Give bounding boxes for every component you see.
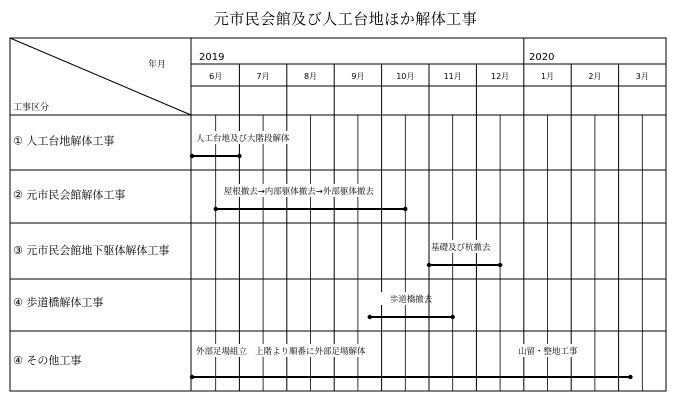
month-label: 1月 bbox=[540, 72, 555, 81]
task-bar-end bbox=[451, 315, 455, 319]
task-bar-start bbox=[190, 375, 194, 379]
month-label: 8月 bbox=[303, 72, 318, 81]
section-label: 工事区分 bbox=[13, 103, 50, 113]
task-bar-end bbox=[237, 154, 241, 158]
row-label: ① 人工台地解体工事 bbox=[13, 134, 115, 148]
month-label: 7月 bbox=[256, 72, 270, 81]
task-name: 屋根撤去→内部躯体撤去→外部躯体撤去 bbox=[223, 187, 374, 197]
month-label: 9月 bbox=[351, 72, 365, 81]
task-bar-end bbox=[403, 207, 407, 211]
row-label: ④ 歩道橋解体工事 bbox=[13, 296, 104, 309]
task-bar-end bbox=[498, 263, 502, 267]
task-bar-end bbox=[628, 375, 632, 379]
month-label: 6月 bbox=[209, 72, 223, 81]
task-bar-start bbox=[368, 315, 372, 319]
task-name: 歩道橋撤去 bbox=[389, 295, 433, 305]
task-note: 山留・整地工事 bbox=[518, 347, 578, 357]
task-name: 人工台地及び大階段解体 bbox=[196, 134, 290, 144]
task-name: 外部足場組立 bbox=[196, 347, 248, 357]
month-label: 2月 bbox=[588, 72, 602, 81]
year-label-2020: 2020 bbox=[529, 52, 555, 63]
year-label-2019: 2019 bbox=[199, 52, 225, 63]
task-note: 上階より順番に外部足場解体 bbox=[255, 347, 366, 357]
month-label: 3月 bbox=[635, 72, 649, 81]
row-label: ④ その他工事 bbox=[13, 354, 82, 367]
month-label: 10月 bbox=[396, 72, 415, 81]
task-bar-start bbox=[214, 207, 218, 211]
month-label: 11月 bbox=[443, 72, 462, 81]
table-border bbox=[10, 38, 666, 391]
year-month-label: 年月 bbox=[148, 60, 167, 70]
month-label: 12月 bbox=[491, 72, 510, 81]
row-label: ③ 元市民会館地下躯体解体工事 bbox=[13, 244, 170, 257]
row-label: ② 元市民会館解体工事 bbox=[13, 188, 126, 202]
task-name: 基礎及び杭撤去 bbox=[431, 243, 491, 253]
page-title: 元市民会館及び人工台地ほか解体工事 bbox=[213, 10, 478, 28]
task-bar-start bbox=[190, 154, 194, 158]
task-bar-start bbox=[427, 263, 431, 267]
